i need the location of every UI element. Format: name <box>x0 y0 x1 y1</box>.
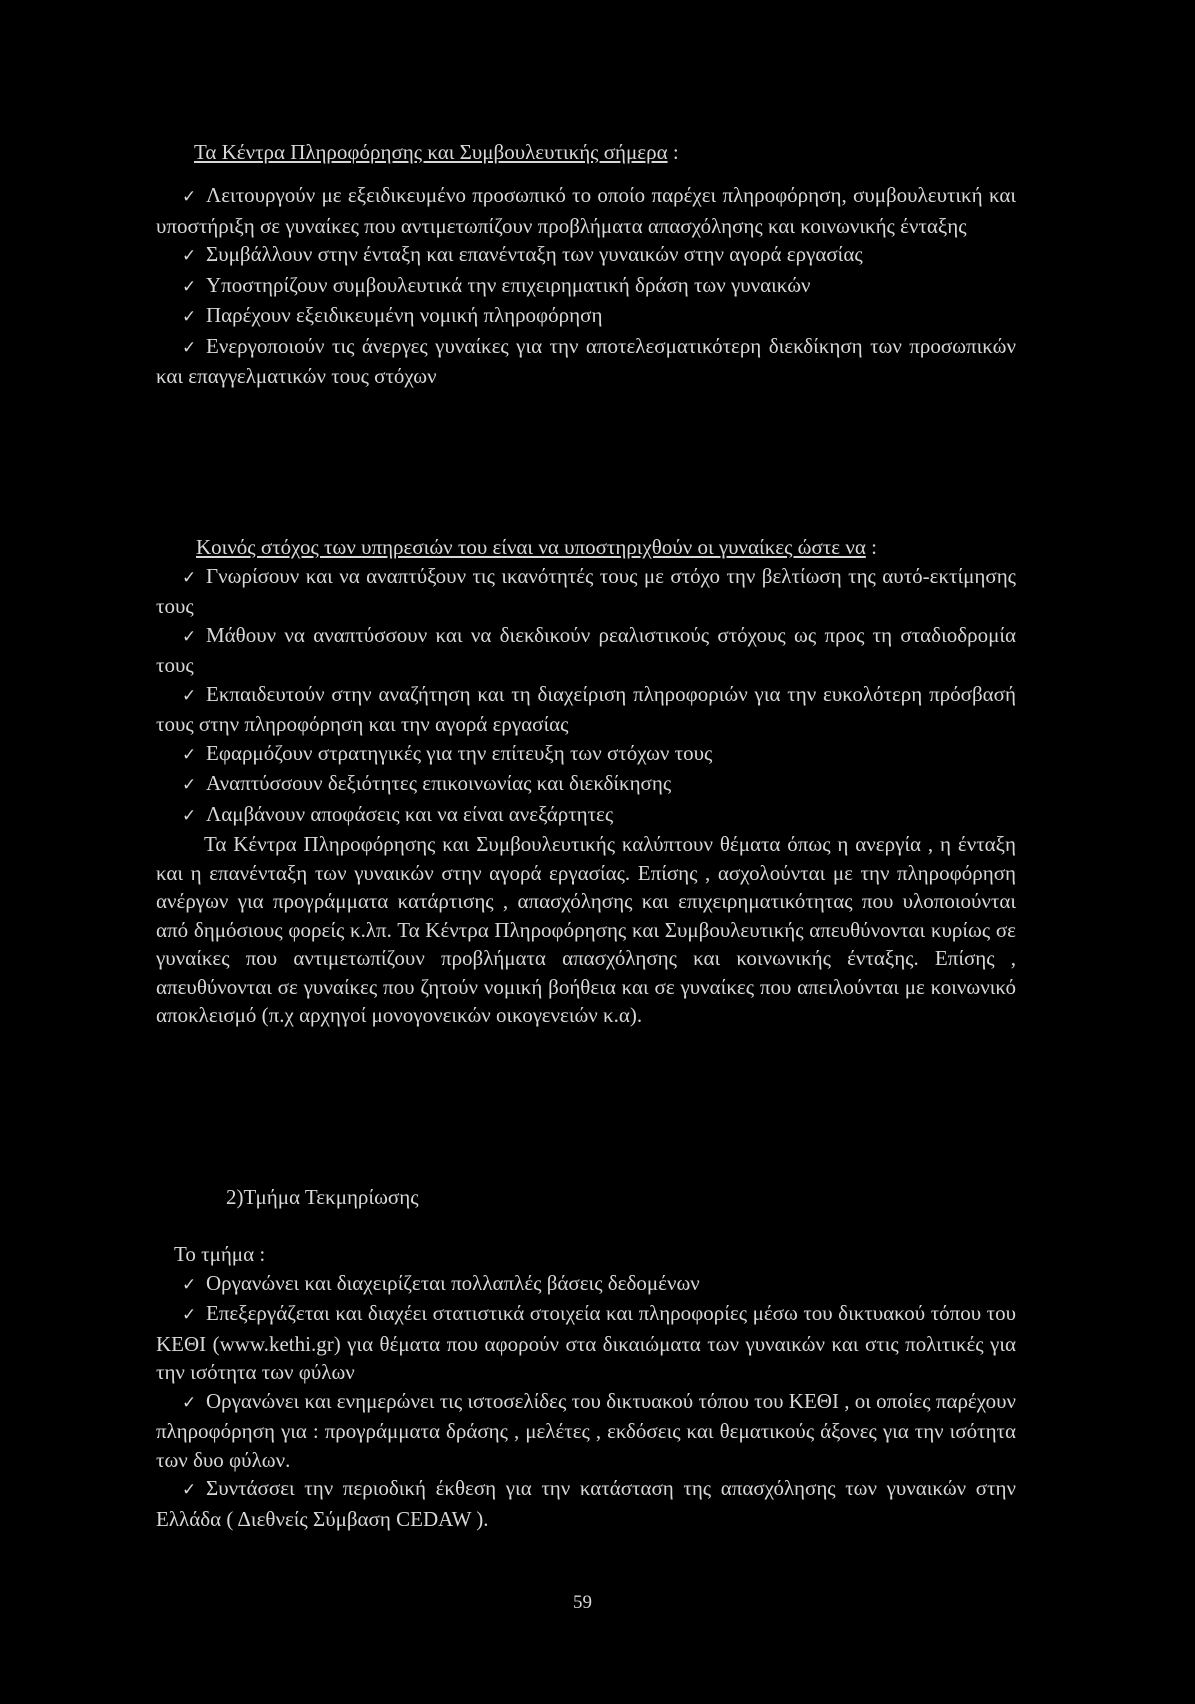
documentation-list <box>156 1269 1016 1534</box>
list-item-text: Εκπαιδευτούν στην αναζήτηση και τη διαχείριση πληροφοριών για την ευκολότερη πρόσβασή τους στην πληροφόρηση και την αγορά εργασίας <box>156 681 1016 736</box>
checkmark-icon: ✓ <box>182 276 197 297</box>
checkmark-icon: ✓ <box>182 775 197 795</box>
checkmark-icon: ✓ <box>182 187 197 207</box>
document-page <box>156 0 1016 1704</box>
list-item <box>156 1299 1016 1387</box>
list-item-text: Ενεργοποιούν τις άνεργες γυναίκες για την αποτελεσματικότερη διεκδίκηση των προσωπικών και επαγγελματικών τους στόχων <box>156 333 1016 388</box>
list-item <box>156 800 1016 831</box>
list-item <box>156 680 1016 739</box>
checkmark-icon: ✓ <box>182 1274 197 1295</box>
centers-coverage-paragraph: Τα Κέντρα Πληροφόρησης και Συμβουλευτικής καλύπτουν θέματα όπως η ανεργία , η ένταξη και η επανένταξη των γυναικών στην αγορά εργασίας. Επίσης , ασχολούνται με την πληροφόρηση ανέργων για προγράμματα κατάρτισης , απασχόλησης και επιχειρηματικότητας που υλοποιούνται από δημόσιους φορείς κ.λπ. Τα Κέντρα Πληροφόρησης και Συμβουλευτικής απευθύνονται κυρίως σε γυναίκες που αντιμετωπίζουν προβλήματα απασχόλησης και κοινωνικής ένταξης. Επίσης , απευθύνονται σε γυναίκες που ζητούν νομική βοήθεια και σε γυναίκες που απειλούνται με κοινωνικό αποκλεισμό (π.χ αρχηγοί μονογονεικών οικογενειών κ.α). <box>156 832 1016 1027</box>
checkmark-icon: ✓ <box>182 805 197 826</box>
documentation-intro: Το τμήμα : <box>174 1242 266 1266</box>
list-item-text: Οργανώνει και διαχειρίζεται πολλαπλές βάσεις δεδομένων <box>206 1270 700 1295</box>
checkmark-icon: ✓ <box>182 1305 197 1325</box>
list-item <box>156 739 1016 770</box>
centers-functions-block <box>156 181 1016 391</box>
common-goal-heading-text: Κοινός στόχος των υπηρεσιών του είναι να υποστηριχθούν οι γυναίκες ώστε να <box>196 535 866 559</box>
page-number: 59 <box>573 1592 592 1613</box>
list-item-text: Λειτουργούν με εξειδικευμένο προσωπικό το οποίο παρέχει πληροφόρηση, συμβουλευτική και υποστήριξη σε γυναίκες που αντιμετωπίζουν προβλήματα απασχόλησης και κοινωνικής ένταξης <box>156 183 1016 238</box>
checkmark-icon: ✓ <box>182 246 197 266</box>
list-item <box>156 1269 1016 1300</box>
list-item <box>156 301 1016 332</box>
section-heading-centers-today <box>194 138 679 166</box>
list-item-text: Επεξεργάζεται και διαχέει στατιστικά στοιχεία και πληροφορίες μέσω του δικτυακού τόπου του ΚΕΘΙ (www.kethi.gr) για θέματα που αφορούν στα δικαιώματα των γυναικών και στις πολιτικές για την ισότητα των φύλων <box>156 1301 1016 1384</box>
list-item <box>156 1474 1016 1533</box>
section-heading-colon: : <box>667 140 679 164</box>
list-item-text: Συμβάλλουν στην ένταξη και επανένταξη των γυναικών στην αγορά εργασίας <box>206 242 863 266</box>
checkmark-icon: ✓ <box>182 685 197 706</box>
checkmark-icon: ✓ <box>182 307 197 327</box>
list-item-text: Μάθουν να αναπτύσσουν και να διεκδικούν ρεαλιστικούς στόχους ως προς τη σταδιοδρομία τους <box>156 622 1016 677</box>
list-item-text: Οργανώνει και ενημερώνει τις ιστοσελίδες του δικτυακού τόπου του ΚΕΘΙ , οι οποίες παρέχουν πληροφόρηση για : προγράμματα δράσης , μελέτες , εκδόσεις και θεματικούς άξονες για την ισότητα των δυο φύλων. <box>156 1388 1016 1472</box>
list-item <box>156 240 1016 271</box>
checkmark-icon: ✓ <box>182 626 197 647</box>
section-heading-text: Τα Κέντρα Πληροφόρησης και Συμβουλευτικής σήμερα <box>194 140 668 164</box>
documentation-block <box>156 1240 1016 1533</box>
list-item <box>156 271 1016 302</box>
common-goal-list <box>156 562 1016 831</box>
checkmark-icon: ✓ <box>182 337 197 358</box>
common-goal-block <box>156 533 1016 1030</box>
list-item <box>156 181 1016 240</box>
list-item-text: Συντάσσει την περιοδική έκθεση για την κατάσταση της απασχόλησης των γυναικών στην Ελλάδα ( Διεθνείς Σύμβαση CEDAW ). <box>156 1476 1016 1531</box>
list-item <box>156 332 1016 391</box>
list-item <box>156 562 1016 621</box>
list-item-text: Λαμβάνουν αποφάσεις και να είναι ανεξάρτητες <box>206 801 614 826</box>
centers-functions-list <box>156 181 1016 391</box>
list-item-text: Υποστηρίζουν συμβουλευτικά την επιχειρηματική δράση των γυναικών <box>206 272 811 297</box>
list-item-text: Παρέχουν εξειδικευμένη νομική πληροφόρηση <box>206 303 603 327</box>
checkmark-icon: ✓ <box>182 1392 197 1413</box>
list-item-text: Αναπτύσσουν δεξιότητες επικοινωνίας και διεκδίκησης <box>206 771 672 795</box>
list-item-text: Γνωρίσουν και να αναπτύξουν τις ικανότητές τους με στόχο την βελτίωση της αυτό-εκτίμησης τους <box>156 563 1016 618</box>
checkmark-icon: ✓ <box>182 744 197 765</box>
checkmark-icon: ✓ <box>182 567 197 588</box>
common-goal-heading-colon: : <box>865 535 877 559</box>
list-item <box>156 621 1016 680</box>
section-heading-documentation: 2)Τμήμα Τεκμηρίωσης <box>226 1185 419 1209</box>
list-item <box>156 1387 1016 1475</box>
checkmark-icon: ✓ <box>182 1480 197 1500</box>
list-item <box>156 769 1016 800</box>
common-goal-heading <box>156 533 1016 562</box>
list-item-text: Εφαρμόζουν στρατηγικές για την επίτευξη των στόχων τους <box>206 740 713 765</box>
